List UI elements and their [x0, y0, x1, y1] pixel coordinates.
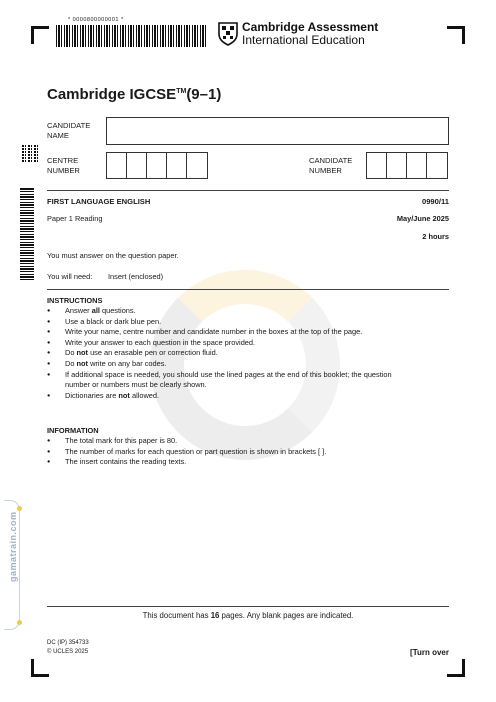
list-item: ● If additional space is needed, you should use the lined pages at the end of this booklet; the question	[47, 370, 449, 381]
centre-number-field[interactable]	[106, 152, 208, 179]
information-heading: INFORMATION	[47, 426, 99, 435]
need-label: You will need:	[47, 272, 93, 281]
list-item: ● Dictionaries are not allowed.	[47, 391, 449, 402]
need-value: Insert (enclosed)	[108, 272, 164, 281]
list-item: ● The insert contains the reading texts.	[47, 457, 449, 468]
centre-number-label: CENTRE NUMBER	[47, 156, 80, 175]
list-item: ● The total mark for this paper is 80.	[47, 436, 449, 447]
page-title: Cambridge IGCSE™(9–1)	[47, 86, 222, 103]
copyright: © UCLES 2025	[47, 649, 89, 655]
list-item: ● The number of marks for each question or part question is shown in brackets [ ].	[47, 447, 449, 458]
divider	[47, 190, 449, 191]
subject-name: FIRST LANGUAGE ENGLISH	[47, 197, 151, 206]
side-barcode	[20, 188, 34, 280]
turn-over-label: [Turn over	[410, 648, 449, 657]
instructions-heading: INSTRUCTIONS	[47, 296, 103, 305]
list-item: ● Write your name, centre number and candidate number in the boxes at the top of the page.	[47, 327, 449, 338]
org-name-line1: Cambridge Assessment	[242, 20, 379, 34]
list-item: ● Use a black or dark blue pen.	[47, 317, 449, 328]
dot-icon	[17, 620, 22, 625]
barcode-number: * 0000800000001 *	[68, 17, 124, 23]
divider	[47, 289, 449, 290]
exam-session: May/June 2025	[396, 214, 449, 223]
corner-mark-top-left	[31, 26, 49, 44]
list-item: ● Do not write on any bar codes.	[47, 359, 449, 370]
corner-mark-top-right	[447, 26, 465, 44]
page-count-note: This document has 16 pages. Any blank pages are indicated.	[142, 611, 354, 620]
document-ref: DC (IP) 354733	[47, 640, 89, 646]
corner-mark-bottom-left	[31, 659, 49, 677]
top-barcode	[56, 25, 206, 47]
list-item-continuation: number or numbers must be clearly shown.	[65, 380, 207, 390]
list-item: ● Do not use an erasable pen or correction fluid.	[47, 348, 449, 359]
answer-note: You must answer on the question paper.	[47, 251, 179, 260]
side-watermark: gamatrain.com	[0, 500, 28, 640]
list-item: ● Answer all questions.	[47, 306, 449, 317]
exam-duration: 2 hours	[422, 232, 449, 241]
information-list	[47, 436, 449, 468]
org-name-line2: International Education	[242, 33, 365, 47]
candidate-name-label: CANDIDATE NAME	[47, 121, 91, 140]
paper-name: Paper 1 Reading	[47, 214, 103, 223]
candidate-number-label: CANDIDATE NUMBER	[309, 156, 353, 175]
paper-code: 0990/11	[421, 197, 449, 206]
cambridge-shield-icon	[218, 22, 238, 46]
candidate-number-field[interactable]	[366, 152, 448, 179]
dot-icon	[17, 506, 22, 511]
candidate-name-field[interactable]	[106, 117, 449, 145]
list-item: ● Write your answer to each question in the space provided.	[47, 338, 449, 349]
instructions-list	[47, 306, 449, 401]
divider	[47, 606, 449, 607]
qr-code	[22, 144, 40, 162]
corner-mark-bottom-right	[447, 659, 465, 677]
